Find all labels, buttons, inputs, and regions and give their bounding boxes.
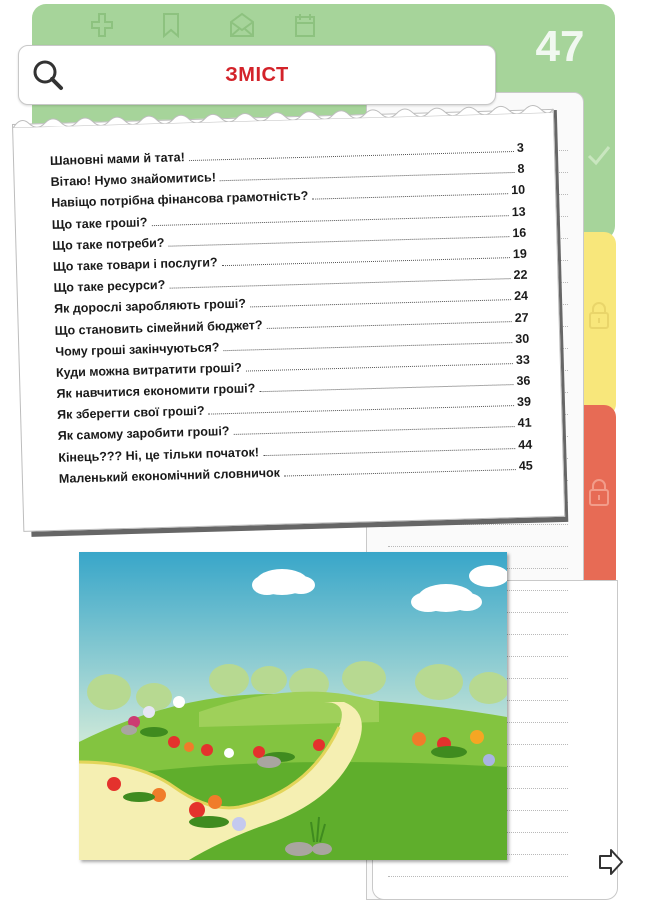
toc-entry-page: 19	[512, 246, 528, 261]
toc-entry-title: Кінець??? Ні, це тільки початок!	[58, 444, 260, 465]
page-number: 47	[535, 22, 585, 71]
toc-entry-title: Що таке гроші?	[51, 214, 148, 232]
toc-entry-title: Шановні мами й тата!	[49, 150, 185, 168]
search-bar[interactable]	[18, 45, 496, 105]
toc-entry-title: Як навчитися економити гроші?	[56, 381, 256, 401]
toc-entry-page: 3	[516, 140, 525, 155]
toc-entry-title: Навіщо потрібна фінансова грамотність?	[51, 189, 309, 211]
meadow-illustration	[79, 552, 507, 860]
toc-entry-page: 27	[514, 310, 529, 325]
check-icon	[586, 143, 612, 172]
plus-icon[interactable]	[90, 12, 114, 43]
toc-entry-title: Що таке ресурси?	[53, 277, 166, 296]
toc-entry-page: 16	[512, 225, 527, 240]
toc-entry-page: 44	[518, 437, 533, 452]
toc-entry-page: 22	[513, 267, 528, 283]
toc-entry-page: 24	[513, 288, 529, 304]
toc-entry-title: Що становить сімейний бюджет?	[54, 317, 263, 338]
next-arrow-icon[interactable]	[598, 848, 624, 881]
bookmark-icon[interactable]	[160, 12, 182, 43]
toc-entry-title: Як зберегти свої гроші?	[56, 403, 205, 423]
toc-entry-title: Куди можна витратити гроші?	[55, 360, 243, 380]
table-of-contents	[12, 109, 565, 532]
toc-entry-title: Маленький економічний словничок	[58, 465, 281, 486]
toc-entry-title: Що таке потреби?	[52, 235, 165, 253]
toc-entry-page: 33	[515, 352, 530, 367]
toc-entry-page: 13	[511, 204, 526, 219]
toc-entry-page: 8	[517, 161, 525, 177]
toc-entry-page: 39	[516, 394, 532, 410]
toc-entry-page: 30	[515, 331, 530, 346]
lock-icon	[588, 477, 610, 512]
calendar-icon[interactable]	[293, 12, 317, 43]
envelope-icon[interactable]	[228, 12, 256, 43]
lock-icon	[588, 300, 610, 335]
toc-entry-page: 45	[518, 458, 533, 473]
toc-entry-title: Що таке товари і послуги?	[52, 255, 218, 274]
toc-entry-page: 41	[517, 416, 532, 431]
toc-list	[50, 141, 533, 493]
toc-entry-title: Вітаю! Нумо знайомитись!	[50, 170, 217, 190]
toc-entry-title: Чому гроші закінчуються?	[55, 339, 220, 359]
toc-entry-page: 36	[516, 373, 531, 389]
toc-entry-page: 10	[510, 183, 526, 198]
toc-entry-title: Як дорослі заробляють гроші?	[53, 296, 247, 317]
page-title: ЗМІСТ	[225, 64, 289, 86]
toc-entry-title: Як самому заробити гроші?	[57, 424, 230, 444]
